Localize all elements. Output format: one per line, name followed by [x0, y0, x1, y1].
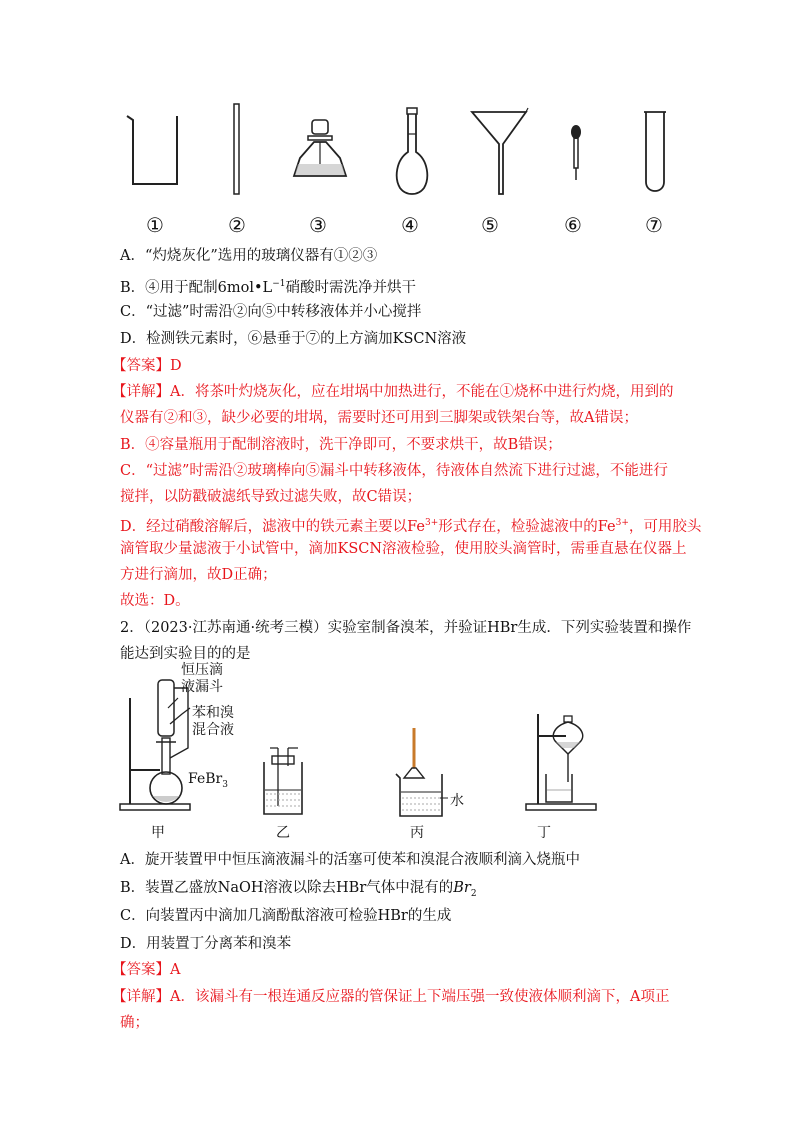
instrument-number-3: ③: [309, 213, 327, 237]
instrument-number-1: ①: [146, 213, 164, 237]
glass-rod-icon: [232, 104, 242, 196]
label-water: 水: [450, 793, 464, 809]
label-bing: 丙: [410, 825, 424, 841]
label-funnel-1: 恒压滴: [181, 662, 223, 678]
instrument-number-2: ②: [228, 213, 246, 237]
label-jia: 甲: [151, 825, 165, 841]
q1-conclusion: 故选：D。: [120, 593, 190, 609]
instrument-number-7: ⑦: [645, 213, 663, 237]
q2-answer: 【答案】A: [112, 962, 181, 978]
q1-detail-d2: 滴管取少量滤液于小试管中，滴加KSCN溶液检验，使用胶头滴管时，需垂直悬在仪器上: [120, 541, 687, 557]
apparatus-ding: [524, 712, 604, 812]
instrument-number-5: ⑤: [481, 213, 499, 237]
q2-detail-a1: 【详解】A．该漏斗有一根连通反应器的管保证上下端压强一致使液体顺利滴下，A项正: [112, 989, 670, 1005]
instrument-number-4: ④: [401, 213, 419, 237]
dropper-icon: [566, 124, 586, 184]
q1-option-c: C．“过滤”时需沿②向⑤中转移液体并小心搅拌: [120, 304, 422, 320]
q2-stem-line2: 能达到实验目的的是: [120, 646, 251, 662]
beaker-icon: [125, 112, 185, 192]
label-yi: 乙: [276, 825, 290, 841]
apparatus-yi: [258, 748, 308, 818]
label-mix-2: 混合液: [192, 722, 234, 738]
q2-option-c: C．向装置丙中滴加几滴酚酞溶液可检验HBr的生成: [120, 908, 452, 924]
test-tube-icon: [640, 110, 670, 196]
instrument-number-6: ⑥: [564, 213, 582, 237]
label-febr3: FeBr$_3$: [188, 771, 228, 790]
q2-option-a: A．旋开装置甲中恒压滴液漏斗的活塞可使苯和溴混合液顺利滴入烧瓶中: [120, 852, 580, 868]
q1-detail-d1: D．经过硝酸溶解后，滤液中的铁元素主要以$Fe^{3+}$形式存在，检验滤液中的$Fe^{3+}$，可用胶头: [120, 518, 702, 535]
q1-detail-d3: 方进行滴加，故D正确；: [120, 567, 277, 583]
q1-option-b: B．④用于配制$6mol•L^{-1}$硝酸时需洗净并烘干: [120, 279, 416, 296]
label-funnel-2: 液漏斗: [181, 679, 223, 695]
q1-detail-a2: 仪器有②和③，缺少必要的坩埚，需要时还可用到三脚架或铁架台等，故A错误；: [120, 410, 638, 426]
q2-option-d: D．用装置丁分离苯和溴苯: [120, 936, 292, 952]
q1-detail-b: B．④容量瓶用于配制溶液时，洗干净即可，不要求烘干，故B错误；: [120, 437, 562, 453]
q1-option-a: A．“灼烧灰化”选用的玻璃仪器有①②③: [120, 248, 378, 264]
alcohol-lamp-icon: [290, 118, 350, 188]
q1-detail-c1: C．“过滤”时需沿②玻璃棒向⑤漏斗中转移液体，待液体自然流下进行过滤，不能进行: [120, 463, 668, 479]
label-mix-1: 苯和溴: [192, 705, 234, 721]
q1-option-d: D．检测铁元素时，⑥悬垂于⑦的上方滴加KSCN溶液: [120, 331, 467, 347]
funnel-icon: [470, 108, 530, 198]
q2-detail-a2: 确；: [120, 1015, 149, 1031]
volumetric-flask-icon: [392, 108, 432, 196]
q1-detail-c2: 搅拌，以防戳破滤纸导致过滤失败，故C错误；: [120, 489, 422, 505]
q1-answer: 【答案】D: [112, 358, 182, 374]
q2-option-b: B．装置乙盛放NaOH溶液以除去HBr气体中混有的$Br_2$: [120, 880, 477, 899]
label-ding: 丁: [537, 825, 551, 841]
q2-stem-line1: 2．（2023·江苏南通·统考三模）实验室制备溴苯，并验证HBr生成．下列实验装置和操作: [120, 620, 692, 636]
q1-detail-a1: 【详解】A．将茶叶灼烧灰化，应在坩埚中加热进行，不能在①烧杯中进行灼烧，用到的: [112, 384, 674, 400]
